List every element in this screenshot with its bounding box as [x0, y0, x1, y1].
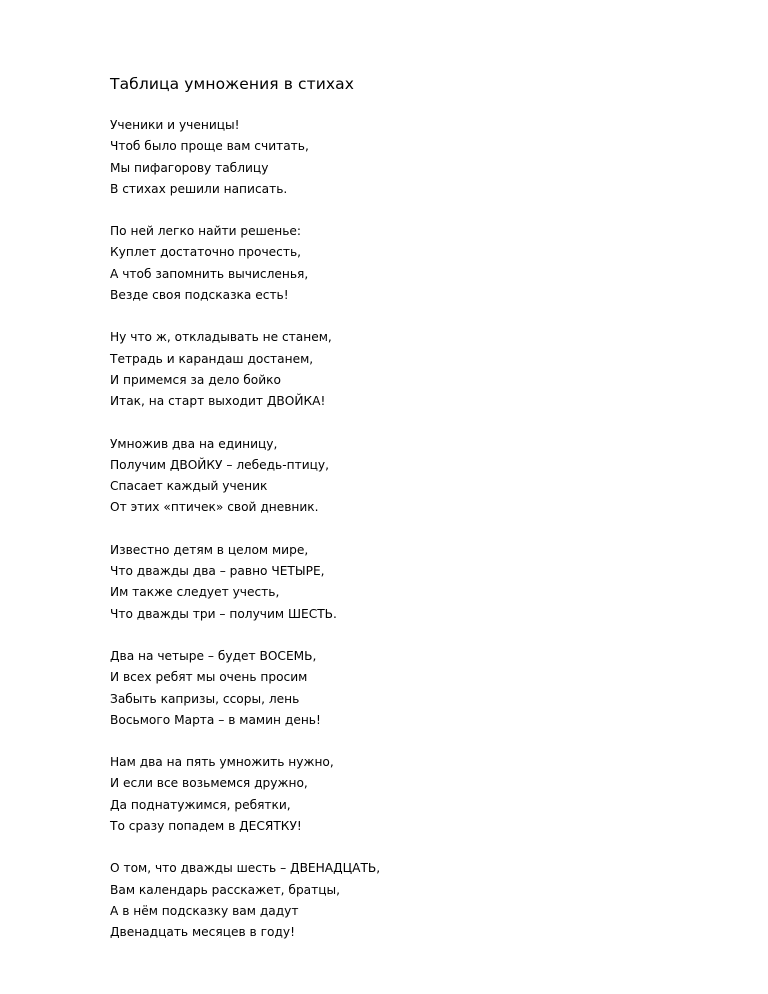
poem-line: Ученики и ученицы! — [110, 118, 240, 132]
poem-body — [110, 115, 710, 944]
poem-line: То сразу попадем в ДЕСЯТКУ! — [110, 819, 302, 834]
poem-line: Получим ДВОЙКУ – лебедь-птицу, — [110, 457, 330, 472]
stanza-5 — [110, 540, 710, 625]
poem-line: Двенадцать месяцев в году! — [110, 925, 296, 940]
stanza-2 — [110, 221, 710, 306]
poem-line: А в нём подсказку вам дадут — [110, 903, 299, 918]
poem-line: И примемся за дело бойко — [110, 372, 281, 387]
poem-line: Нам два на пять умножить нужно, — [110, 755, 334, 770]
document-title: Таблица умножения в стихах — [110, 75, 355, 93]
poem-line: Умножив два на единицу, — [110, 436, 278, 451]
poem-line: Вам календарь расскажет, братцы, — [110, 882, 341, 897]
poem-line: В стихах решили написать. — [110, 181, 288, 196]
document-page — [110, 74, 710, 965]
poem-line: Забыть капризы, ссоры, лень — [110, 691, 300, 706]
poem-line: А чтоб запомнить вычисленья, — [110, 266, 309, 281]
poem-line: От этих «птичек» свой дневник. — [110, 500, 319, 515]
poem-line: И всех ребят мы очень просим — [110, 670, 308, 685]
poem-line: Восьмого Марта – в мамин день! — [110, 712, 321, 727]
poem-line: Тетрадь и карандаш достанем, — [110, 351, 314, 366]
poem-line: Что дважды три – получим ШЕСТЬ. — [110, 606, 337, 621]
poem-line: Спасает каждый ученик — [110, 479, 268, 494]
stanza-3 — [110, 327, 710, 412]
poem-line: Чтоб было проще вам считать, — [110, 139, 309, 154]
poem-line: Что дважды два – равно ЧЕТЫРЕ, — [110, 564, 325, 579]
poem-line: И если все возьмемся дружно, — [110, 776, 308, 791]
poem-line: О том, что дважды шесть – ДВЕНАДЦАТЬ, — [110, 861, 381, 876]
poem-line: Везде своя подсказка есть! — [110, 288, 289, 303]
poem-line: Им также следует учесть, — [110, 585, 280, 600]
poem-line: Куплет достаточно прочесть, — [110, 245, 302, 260]
poem-line: Мы пифагорову таблицу — [110, 160, 269, 175]
poem-line: По ней легко найти решенье: — [110, 224, 302, 239]
stanza-4 — [110, 434, 710, 519]
poem-line: Итак, на старт выходит ДВОЙКА! — [110, 394, 326, 409]
poem-line: Да поднатужимся, ребятки, — [110, 797, 291, 812]
stanza-8 — [110, 858, 710, 943]
stanza-1 — [110, 115, 710, 200]
poem-line: Ну что ж, откладывать не станем, — [110, 330, 332, 345]
poem-line: Известно детям в целом мире, — [110, 542, 309, 557]
stanza-6 — [110, 646, 710, 731]
poem-line: Два на четыре – будет ВОСЕМЬ, — [110, 648, 317, 663]
stanza-7 — [110, 752, 710, 837]
